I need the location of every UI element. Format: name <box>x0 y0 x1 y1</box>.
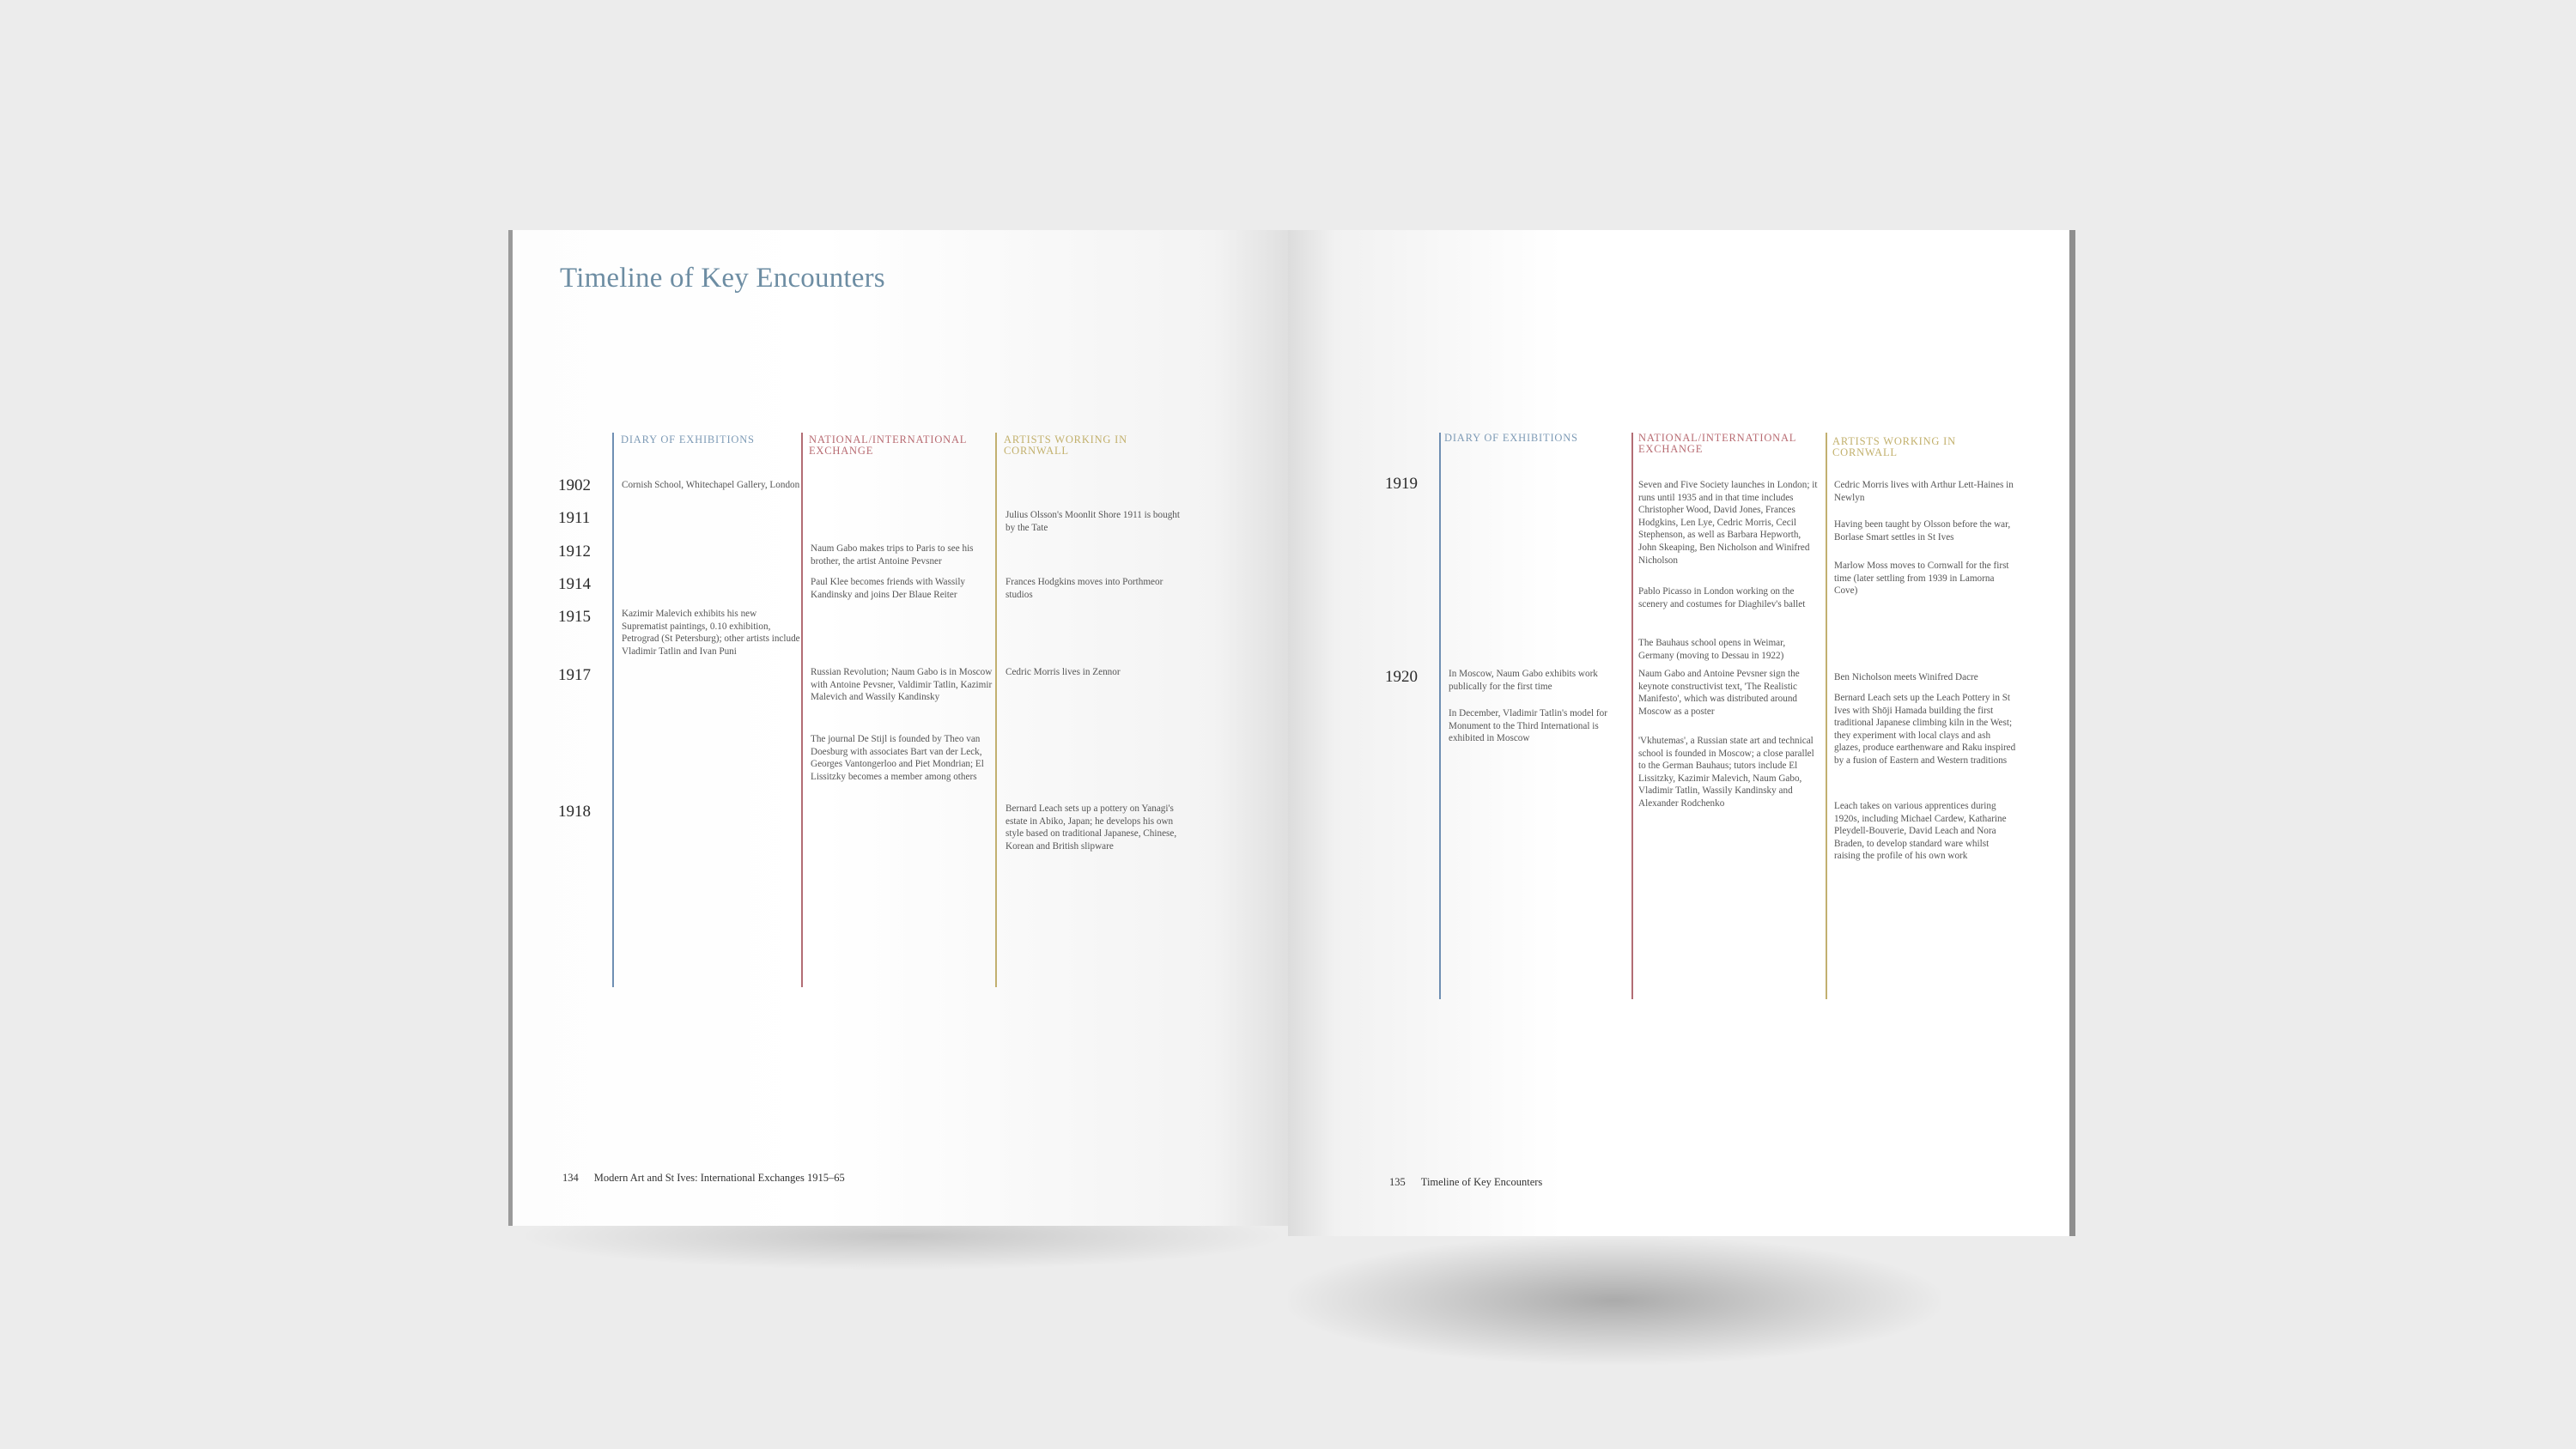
column-rule-diary <box>612 433 614 987</box>
national-entry: The Bauhaus school opens in Weimar, Germany (moving to Dessau in 1922) <box>1638 638 1786 661</box>
year-label: 1902 <box>558 476 591 494</box>
column-rule-cornwall <box>1826 433 1827 999</box>
page-number: 135 <box>1389 1176 1406 1188</box>
column-rule-cornwall <box>995 433 997 987</box>
diary-entry: Kazimir Malevich exhibits his new Suprematist paintings, 0.10 exhibition, Petrograd (St Petersburg); other artists include Vladimir Tatlin and Ivan Puni <box>622 609 800 657</box>
cornwall-entry: Ben Nicholson meets Winifred Dacre <box>1834 672 1978 682</box>
cornwall-entry: Marlow Moss moves to Cornwall for the first time (later settling from 1939 in Lamorna Cove) <box>1834 561 2009 597</box>
national-entry: Paul Klee becomes friends with Wassily Kandinsky and joins Der Blaue Reiter <box>811 577 966 600</box>
left-page <box>508 230 1292 1226</box>
year-label: 1917 <box>558 666 591 684</box>
cornwall-entry: Leach takes on various apprentices during 1920s, including Michael Cardew, Katharine Pleydell-Bouverie, David Leach and Nora Braden, to develop standard ware whilst raising the profile of his own work <box>1834 801 2007 862</box>
year-label: 1919 <box>1385 475 1418 493</box>
column-rule-national <box>1631 433 1633 999</box>
national-entry: Naum Gabo makes trips to Paris to see his brother, the artist Antoine Pevsner <box>811 543 974 567</box>
column-header-cornwall: ARTISTS WORKING IN CORNWALL <box>1004 433 1127 457</box>
cornwall-entry: Cedric Morris lives with Arthur Lett-Haines in Newlyn <box>1834 480 2014 503</box>
year-label: 1912 <box>558 543 591 561</box>
running-head: Timeline of Key Encounters <box>1420 1176 1543 1188</box>
national-entry: The journal De Stijl is founded by Theo van Doesburg with associates Bart van der Leck, Georges Vantongerloo and Piet Mondrian; El Lissitzky becomes a member among others <box>811 734 984 782</box>
diary-entry: Cornish School, Whitechapel Gallery, London <box>622 480 800 490</box>
diary-entry: In December, Vladimir Tatlin's model for Monument to the Third International is exhibited in Moscow <box>1449 708 1607 744</box>
national-entry: Pablo Picasso in London working on the scenery and costumes for Diaghilev's ballet <box>1638 586 1806 609</box>
diary-entry: In Moscow, Naum Gabo exhibits work publically for the first time <box>1449 669 1598 692</box>
column-rule-diary <box>1439 433 1441 999</box>
national-entry: Seven and Five Society launches in London; it runs until 1935 and in that time includes Christopher Wood, David Jones, Frances Hodgkins, Len Lye, Cedric Morris, Cecil Stephenson, as well as Barbara Hepworth, John Skeaping, Ben Nicholson and Winifred Nicholson <box>1638 480 1818 566</box>
column-header-diary: DIARY OF EXHIBITIONS <box>1444 432 1578 444</box>
cornwall-entry: Cedric Morris lives in Zennor <box>1005 667 1121 677</box>
column-rule-national <box>801 433 803 987</box>
page-folio <box>1389 1176 1558 1189</box>
national-entry: 'Vkhutemas', a Russian state art and technical school is founded in Moscow; a close parallel to the German Bauhaus; tutors include El Lissitzky, Kazimir Malevich, Naum Gabo, Vladimir Tatlin, Wassily Kandinsky and Alexander Rodchenko <box>1638 736 1814 809</box>
year-label: 1918 <box>558 803 591 821</box>
cornwall-entry: Frances Hodgkins moves into Porthmeor studios <box>1005 577 1163 600</box>
year-label: 1911 <box>558 509 591 527</box>
cornwall-entry: Bernard Leach sets up a pottery on Yanagi's estate in Abiko, Japan; he develops his own style based on traditional Japanese, Chinese, Korean and British slipware <box>1005 803 1177 852</box>
national-entry: Russian Revolution; Naum Gabo is in Moscow with Antoine Pevsner, Valdimir Tatlin, Kazimir Malevich and Wassily Kandinsky <box>811 667 993 703</box>
book-shadow-right <box>1288 1236 1941 1365</box>
page-title: Timeline of Key Encounters <box>560 263 885 294</box>
page-number: 134 <box>562 1172 579 1184</box>
cornwall-entry: Julius Olsson's Moonlit Shore 1911 is bought by the Tate <box>1005 510 1180 533</box>
cornwall-entry: Bernard Leach sets up the Leach Pottery in St Ives with Shōji Hamada building the first traditional Japanese climbing kiln in the West; they experiment with local clays and ash glazes, produce earthenware and Raku inspired by a fusion of Eastern and Western traditions <box>1834 693 2016 766</box>
page-folio <box>562 1172 860 1185</box>
national-entry: Naum Gabo and Antoine Pevsner sign the keynote constructivist text, 'The Realistic Manifesto', which was distributed around Moscow as a poster <box>1638 669 1800 717</box>
column-header-cornwall: ARTISTS WORKING IN CORNWALL <box>1832 435 1956 458</box>
cornwall-entry: Having been taught by Olsson before the war, Borlase Smart settles in St Ives <box>1834 519 2011 543</box>
column-header-national: NATIONAL/INTERNATIONAL EXCHANGE <box>1638 432 1796 455</box>
running-head: Modern Art and St Ives: International Exchanges 1915–65 <box>593 1172 845 1184</box>
year-label: 1920 <box>1385 668 1418 686</box>
column-header-national: NATIONAL/INTERNATIONAL EXCHANGE <box>809 433 967 457</box>
right-page <box>1288 230 2075 1236</box>
year-label: 1915 <box>558 608 591 626</box>
year-label: 1914 <box>558 575 591 593</box>
column-header-diary: DIARY OF EXHIBITIONS <box>621 433 755 446</box>
